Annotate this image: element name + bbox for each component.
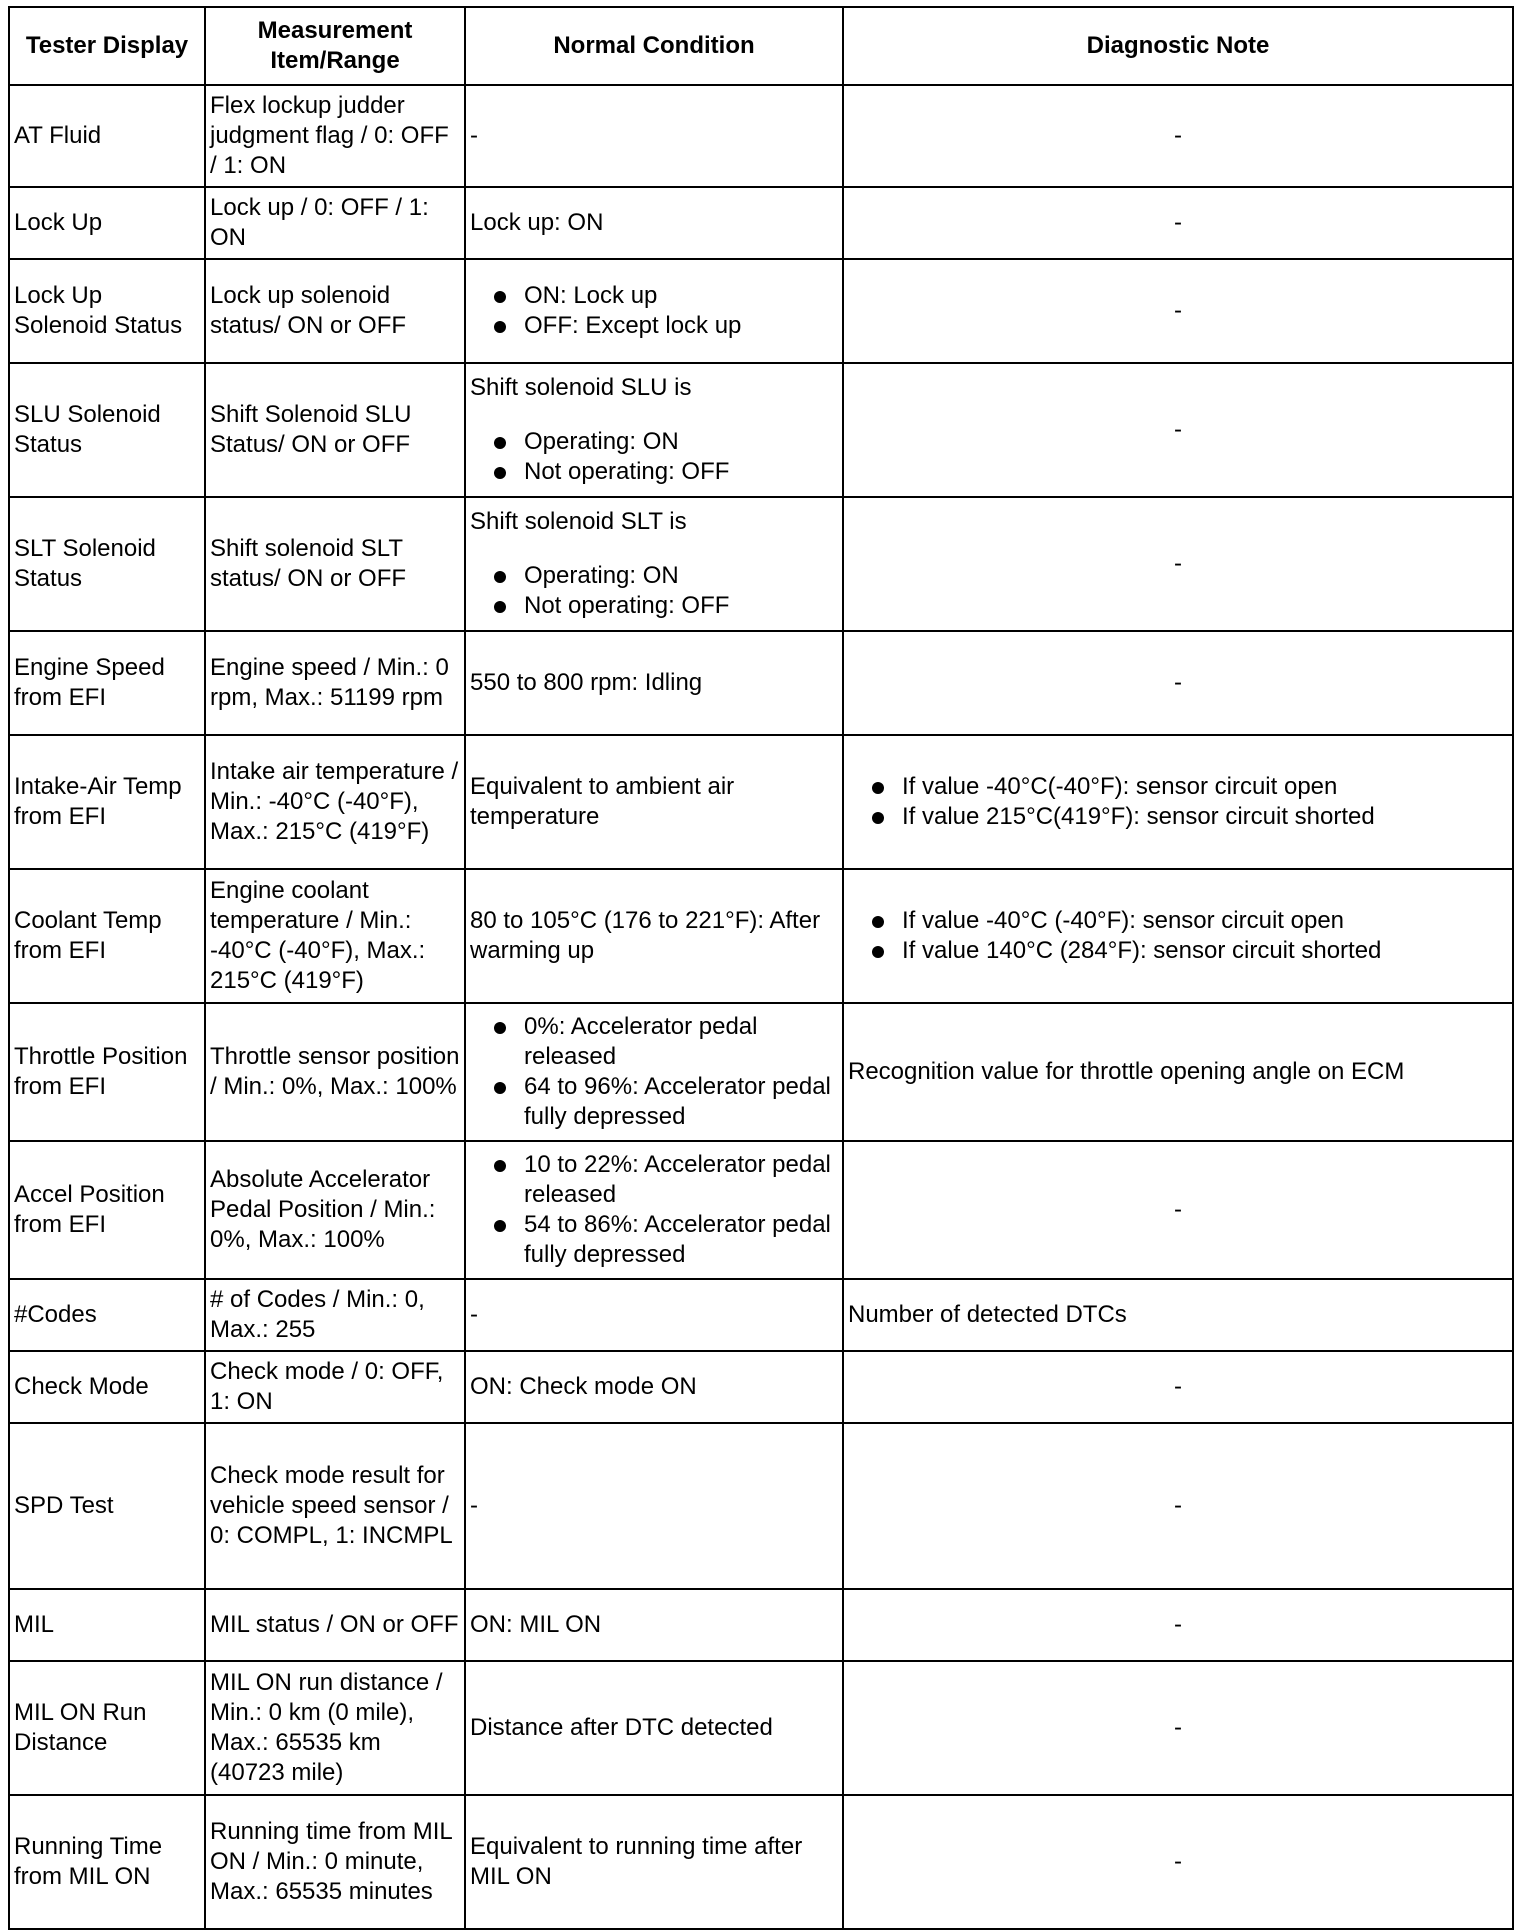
measurement-cell: Flex lockup judder judgment flag / 0: OFF / 1: ON (205, 85, 465, 187)
tester-display-cell: Check Mode (9, 1351, 205, 1423)
normal-condition-cell: ON: Check mode ON (465, 1351, 843, 1423)
diagnostic-note-list-item: If value 140°C (284°F): sensor circuit shorted (902, 936, 1508, 966)
normal-condition-cell (465, 497, 843, 631)
diagnostic-note-list (848, 906, 1508, 966)
diagnostic-note-cell: - (843, 1795, 1513, 1929)
normal-condition-cell: - (465, 85, 843, 187)
tester-display-cell: SLT Solenoid Status (9, 497, 205, 631)
measurement-cell: Shift Solenoid SLU Status/ ON or OFF (205, 363, 465, 497)
measurement-cell: MIL status / ON or OFF (205, 1589, 465, 1661)
diagnostic-note-cell: - (843, 1351, 1513, 1423)
diagnostic-note-cell: - (843, 1589, 1513, 1661)
diagnostic-note-cell: - (843, 259, 1513, 363)
tester-display-cell: SPD Test (9, 1423, 205, 1589)
normal-condition-cell (465, 1141, 843, 1279)
normal-condition-list-item: Not operating: OFF (524, 457, 838, 487)
diagnostic-note-cell: - (843, 363, 1513, 497)
measurement-cell: Absolute Accelerator Pedal Position / Min.: 0%, Max.: 100% (205, 1141, 465, 1279)
table-row (9, 497, 1513, 631)
tester-display-cell: Accel Position from EFI (9, 1141, 205, 1279)
diagnostic-note-cell: Number of detected DTCs (843, 1279, 1513, 1351)
table-row (9, 1661, 1513, 1795)
tester-display-cell: AT Fluid (9, 85, 205, 187)
normal-condition-lead: Shift solenoid SLU is (470, 374, 692, 401)
normal-condition-cell: Equivalent to ambient air temperature (465, 735, 843, 869)
header-row (9, 7, 1513, 85)
measurement-cell: # of Codes / Min.: 0, Max.: 255 (205, 1279, 465, 1351)
diagnostic-note-cell (843, 735, 1513, 869)
normal-condition-cell: 80 to 105°C (176 to 221°F): After warming up (465, 869, 843, 1003)
tester-display-cell: Intake-Air Temp from EFI (9, 735, 205, 869)
tester-display-cell: Lock Up Solenoid Status (9, 259, 205, 363)
measurement-cell: Throttle sensor position / Min.: 0%, Max.: 100% (205, 1003, 465, 1141)
tester-display-cell: Lock Up (9, 187, 205, 259)
diagnostic-note-cell: - (843, 497, 1513, 631)
measurement-cell: Running time from MIL ON / Min.: 0 minute, Max.: 65535 minutes (205, 1795, 465, 1929)
diagnostic-note-cell: Recognition value for throttle opening angle on ECM (843, 1003, 1513, 1141)
measurement-cell: Check mode / 0: OFF, 1: ON (205, 1351, 465, 1423)
tester-display-cell: Coolant Temp from EFI (9, 869, 205, 1003)
table-row (9, 1279, 1513, 1351)
normal-condition-cell: ON: MIL ON (465, 1589, 843, 1661)
diagnostic-note-list-item: If value -40°C(-40°F): sensor circuit open (902, 772, 1508, 802)
normal-condition-cell: 550 to 800 rpm: Idling (465, 631, 843, 735)
diagnostic-note-cell: - (843, 85, 1513, 187)
table-row (9, 187, 1513, 259)
diagnostic-note-cell: - (843, 1141, 1513, 1279)
tester-display-cell: Running Time from MIL ON (9, 1795, 205, 1929)
table-row (9, 85, 1513, 187)
normal-condition-list-item: 64 to 96%: Accelerator pedal fully depressed (524, 1072, 838, 1132)
normal-condition-cell: Equivalent to running time after MIL ON (465, 1795, 843, 1929)
measurement-cell: Lock up / 0: OFF / 1: ON (205, 187, 465, 259)
diagnostic-note-list (848, 772, 1508, 832)
normal-condition-list (470, 427, 838, 487)
diagnostic-note-cell: - (843, 187, 1513, 259)
normal-condition-cell: Distance after DTC detected (465, 1661, 843, 1795)
data-list-table (8, 6, 1514, 1930)
table-row (9, 1423, 1513, 1589)
tester-display-cell: MIL (9, 1589, 205, 1661)
header-measurement: Measurement Item/Range (205, 7, 465, 85)
table-row (9, 869, 1513, 1003)
normal-condition-list-item: Not operating: OFF (524, 591, 838, 621)
header-tester-display: Tester Display (9, 7, 205, 85)
table-body (9, 85, 1513, 1929)
normal-condition-list-item: ON: Lock up (524, 281, 838, 311)
diagnostic-note-cell: - (843, 631, 1513, 735)
normal-condition-list (470, 1150, 838, 1270)
normal-condition-list (470, 561, 838, 621)
table-row (9, 1795, 1513, 1929)
table-row (9, 1351, 1513, 1423)
diagnostic-note-list-item: If value -40°C (-40°F): sensor circuit open (902, 906, 1508, 936)
normal-condition-cell: - (465, 1279, 843, 1351)
normal-condition-cell: Lock up: ON (465, 187, 843, 259)
measurement-cell: Intake air temperature / Min.: -40°C (-40°F), Max.: 215°C (419°F) (205, 735, 465, 869)
normal-condition-list-item: Operating: ON (524, 427, 838, 457)
tester-display-cell: Throttle Position from EFI (9, 1003, 205, 1141)
normal-condition-list-item: OFF: Except lock up (524, 311, 838, 341)
tester-display-cell: #Codes (9, 1279, 205, 1351)
tester-display-cell: SLU Solenoid Status (9, 363, 205, 497)
normal-condition-lead: Shift solenoid SLT is (470, 508, 687, 535)
measurement-cell: Shift solenoid SLT status/ ON or OFF (205, 497, 465, 631)
header-diagnostic-note: Diagnostic Note (843, 7, 1513, 85)
table-row (9, 259, 1513, 363)
normal-condition-cell (465, 259, 843, 363)
table-row (9, 1141, 1513, 1279)
header-normal-condition: Normal Condition (465, 7, 843, 85)
measurement-cell: Engine coolant temperature / Min.: -40°C (-40°F), Max.: 215°C (419°F) (205, 869, 465, 1003)
normal-condition-list (470, 1012, 838, 1132)
table-row (9, 1003, 1513, 1141)
tester-display-cell: Engine Speed from EFI (9, 631, 205, 735)
normal-condition-cell: - (465, 1423, 843, 1589)
diagnostic-note-list-item: If value 215°C(419°F): sensor circuit shorted (902, 802, 1508, 832)
table-row (9, 1589, 1513, 1661)
measurement-cell: Engine speed / Min.: 0 rpm, Max.: 51199 rpm (205, 631, 465, 735)
diagnostic-note-cell: - (843, 1423, 1513, 1589)
measurement-cell: Check mode result for vehicle speed sensor / 0: COMPL, 1: INCMPL (205, 1423, 465, 1589)
normal-condition-cell (465, 363, 843, 497)
normal-condition-list-item: 10 to 22%: Accelerator pedal released (524, 1150, 838, 1210)
normal-condition-list-item: Operating: ON (524, 561, 838, 591)
normal-condition-cell (465, 1003, 843, 1141)
normal-condition-list-item: 0%: Accelerator pedal released (524, 1012, 838, 1072)
measurement-cell: MIL ON run distance / Min.: 0 km (0 mile), Max.: 65535 km (40723 mile) (205, 1661, 465, 1795)
table-row (9, 735, 1513, 869)
normal-condition-list-item: 54 to 86%: Accelerator pedal fully depressed (524, 1210, 838, 1270)
table-row (9, 631, 1513, 735)
diagnostic-note-cell: - (843, 1661, 1513, 1795)
diagnostic-note-cell (843, 869, 1513, 1003)
table-row (9, 363, 1513, 497)
tester-display-cell: MIL ON Run Distance (9, 1661, 205, 1795)
measurement-cell: Lock up solenoid status/ ON or OFF (205, 259, 465, 363)
normal-condition-list (470, 281, 838, 341)
